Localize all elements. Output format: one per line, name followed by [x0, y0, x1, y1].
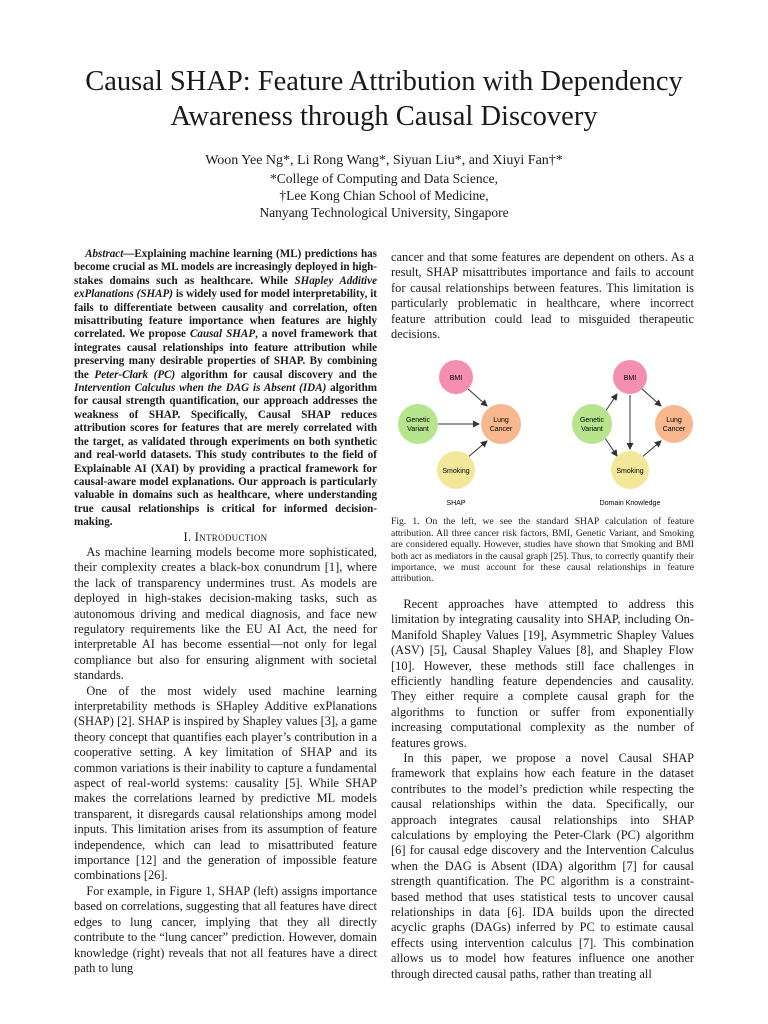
abstract-label: Abstract [85, 248, 124, 260]
abstract [74, 248, 377, 530]
node-bmi-label: BMI [449, 375, 463, 383]
node-genetic-variant [398, 404, 438, 444]
shap-graph [398, 360, 521, 507]
node-genetic-dk-label-2: Variant [581, 426, 603, 434]
node-lung-cancer [481, 404, 521, 444]
abstract-segment: Causal SHAP [190, 328, 256, 341]
right-column [391, 250, 694, 982]
abstract-segment: algorithm for causal discovery and the [175, 368, 378, 381]
node-bmi-dk-label: BMI [623, 375, 637, 383]
node-lung-label-2: Cancer [489, 426, 513, 434]
right-paragraph-1: Recent approaches have attempted to address this limitation by integrating causality into SHAP, including On-Manifold Shapley Values [19], Asymmetric Shapley Values (ASV) [5], Causal Shapley Values [8], and Shapley Flow [10]. However, these methods still face challenges in efficiently handling feature dependencies and causality. They either require a complete causal graph for the algorithms to function or suffer from exponentially increasing computational complexity as the number of features grows. [391, 596, 694, 750]
edge-smoking-lung [467, 441, 487, 458]
section-heading-introduction [74, 530, 377, 545]
abstract-segment: —Explaining machine learning (ML) predictions has become crucial as ML models are increasingly deployed in high-stakes domains such as healthcare. While [74, 248, 377, 287]
edge-genetic-smoking-dk [605, 438, 617, 456]
abstract-segment: is widely used for model interpretability, it fails to differentiate between causality and correlation, often misattributing feature importance when features are highly correlated. We propose [74, 288, 377, 341]
intro-continued: cancer and that some features are dependent on others. As a result, SHAP misattributes importance and fails to account for causal relationships between features. This limitation is particularly problematic in healthcare, where incorrect feature attribution could lead to misguided therapeutic decisions. [391, 250, 694, 342]
node-genetic-label-1: Genetic [405, 417, 431, 425]
right-paragraph-2: In this paper, we propose a novel Causal SHAP framework that explains how each feature in the dataset contributes to the model’s prediction while respecting the causal relationships within the data. Specifically, our approach integrates causal relationships into SHAP calculations by employing the Peter-Clark (PC) algorithm [6] for causal edge discovery and the Intervention Calculus when the DAG is Absent (IDA) algorithm [7] for causal strength quantification. The PC algorithm is a constraint-based method that uses statistical tests to uncover causal relationships in data [6]. IDA builds upon the directed acyclic graphs (DAGs) inferred by PC to estimate causal effects using intervention calculus [7]. This combination allows us to model how features influence one another through directed causal paths, rather than treating all [391, 750, 694, 981]
caption-text: On the left, we see the standard SHAP calculation of feature attribution. All three cancer risk factors, BMI, Genetic Variant, and Smoking are considered equally. However, studies have shown that Smoking and BMI both act as mediators in the causal graph [25]. Thus, to correctly quantify their importance, we must account for these causal relationships in feature attribution. [391, 516, 694, 585]
domain-knowledge-graph [572, 360, 693, 507]
node-lung-dk-label-1: Lung [666, 417, 682, 425]
affiliation-1: *College of Computing and Data Science, [270, 171, 498, 186]
section-number: I. [183, 529, 192, 544]
author-names: Woon Yee Ng*, Li Rong Wang*, Siyuan Liu*, and Xiuyi Fan†* [205, 153, 563, 168]
author-block [40, 152, 728, 221]
intro-paragraph-1: As machine learning models become more sophisticated, their complexity creates a black-box conundrum [1], where the lack of transparency undermines trust. As models are deployed in high-stakes decision-making tasks, such as autonomous driving and medical diagnosis, and face new regulatory requirements like the EU AI Act, the need for interpretable AI has become essential—not only for legal compliance but also for ensuring alignment with societal standards. [74, 544, 377, 683]
node-smoking-dk-label: Smoking [616, 468, 644, 476]
edge-bmi-lung-dk [641, 388, 661, 406]
abstract-segment: algorithm for causal strength quantification, our approach addresses the weakness of SHAP. Specifically, Causal SHAP reduces attribution scores for features that are merely correlated with the target, as validated through experiments on both synthetic and real-world datasets. This study contributes to the field of Explainable AI (XAI) by providing a practical framework for causal-aware model explanations. Our approach is particularly valuable in domains such as healthcare, where understanding true causal relationships is critical for informed decision-making. [74, 382, 378, 529]
intro-paragraph-3: For example, in Figure 1, SHAP (left) assigns importance based on correlations, suggesting that all features have direct edges to lung cancer, implying that they all directly contribute to the “lung cancer” prediction. However, domain knowledge (right) reveals that not all features have a direct path to lung [74, 883, 377, 975]
paper-title: Causal SHAP: Feature Attribution with Dependency Awareness through Causal Discovery [85, 66, 683, 132]
abstract-segment: Intervention Calculus when the DAG is Absent (IDA) [74, 382, 327, 395]
edge-bmi-lung [467, 388, 487, 406]
figure-left-label: SHAP [446, 500, 466, 508]
node-genetic-label-2: Variant [407, 426, 429, 434]
figure-1-graphic [391, 358, 694, 508]
node-lung-cancer-dk [655, 405, 693, 443]
figure-1 [391, 358, 694, 508]
node-genetic-dk-label-1: Genetic [579, 417, 605, 425]
node-genetic-variant-dk [572, 404, 612, 444]
abstract-body [74, 248, 377, 528]
figure-right-label: Domain Knowledge [599, 500, 661, 508]
affiliation-2: †Lee Kong Chian School of Medicine, [279, 188, 489, 203]
abstract-segment: SHapley Additive exPlanations (SHAP) [74, 274, 377, 301]
edge-smoking-lung-dk [641, 441, 661, 458]
left-column [74, 248, 377, 976]
node-lung-label-1: Lung [493, 417, 509, 425]
intro-paragraph-2: One of the most widely used machine learning interpretability methods is SHapley Additive exPlanations (SHAP) [2]. SHAP is inspired by Shapley values [3], a game theory concept that quantifies each player’s contribution in a cooperative setting. A key limitation of SHAP and its common variations is their inability to capture a fundamental aspect of real-world systems: causality [5]. While SHAP makes the correlations learned by predictive ML models transparent, it disregards causal relationships among model inputs. This limitation arises from its assumption of feature independence, which can lead to misattributed feature importance [12] and the generation of impossible feature combinations [26]. [74, 683, 377, 883]
abstract-segment: , a novel framework that integrates causal relationships into feature attribution while preserving many desirable properties of SHAP. By combining the [74, 328, 377, 381]
caption-label: Fig. 1. [391, 516, 420, 528]
node-lung-dk-label-2: Cancer [662, 426, 686, 434]
abstract-segment: Peter-Clark (PC) [94, 368, 176, 381]
node-smoking-label: Smoking [442, 468, 470, 476]
edge-genetic-bmi-dk [605, 394, 617, 412]
affiliation-3: Nanyang Technological University, Singapore [259, 205, 509, 220]
section-title: Introduction [194, 529, 268, 544]
figure-1-caption [391, 516, 694, 584]
